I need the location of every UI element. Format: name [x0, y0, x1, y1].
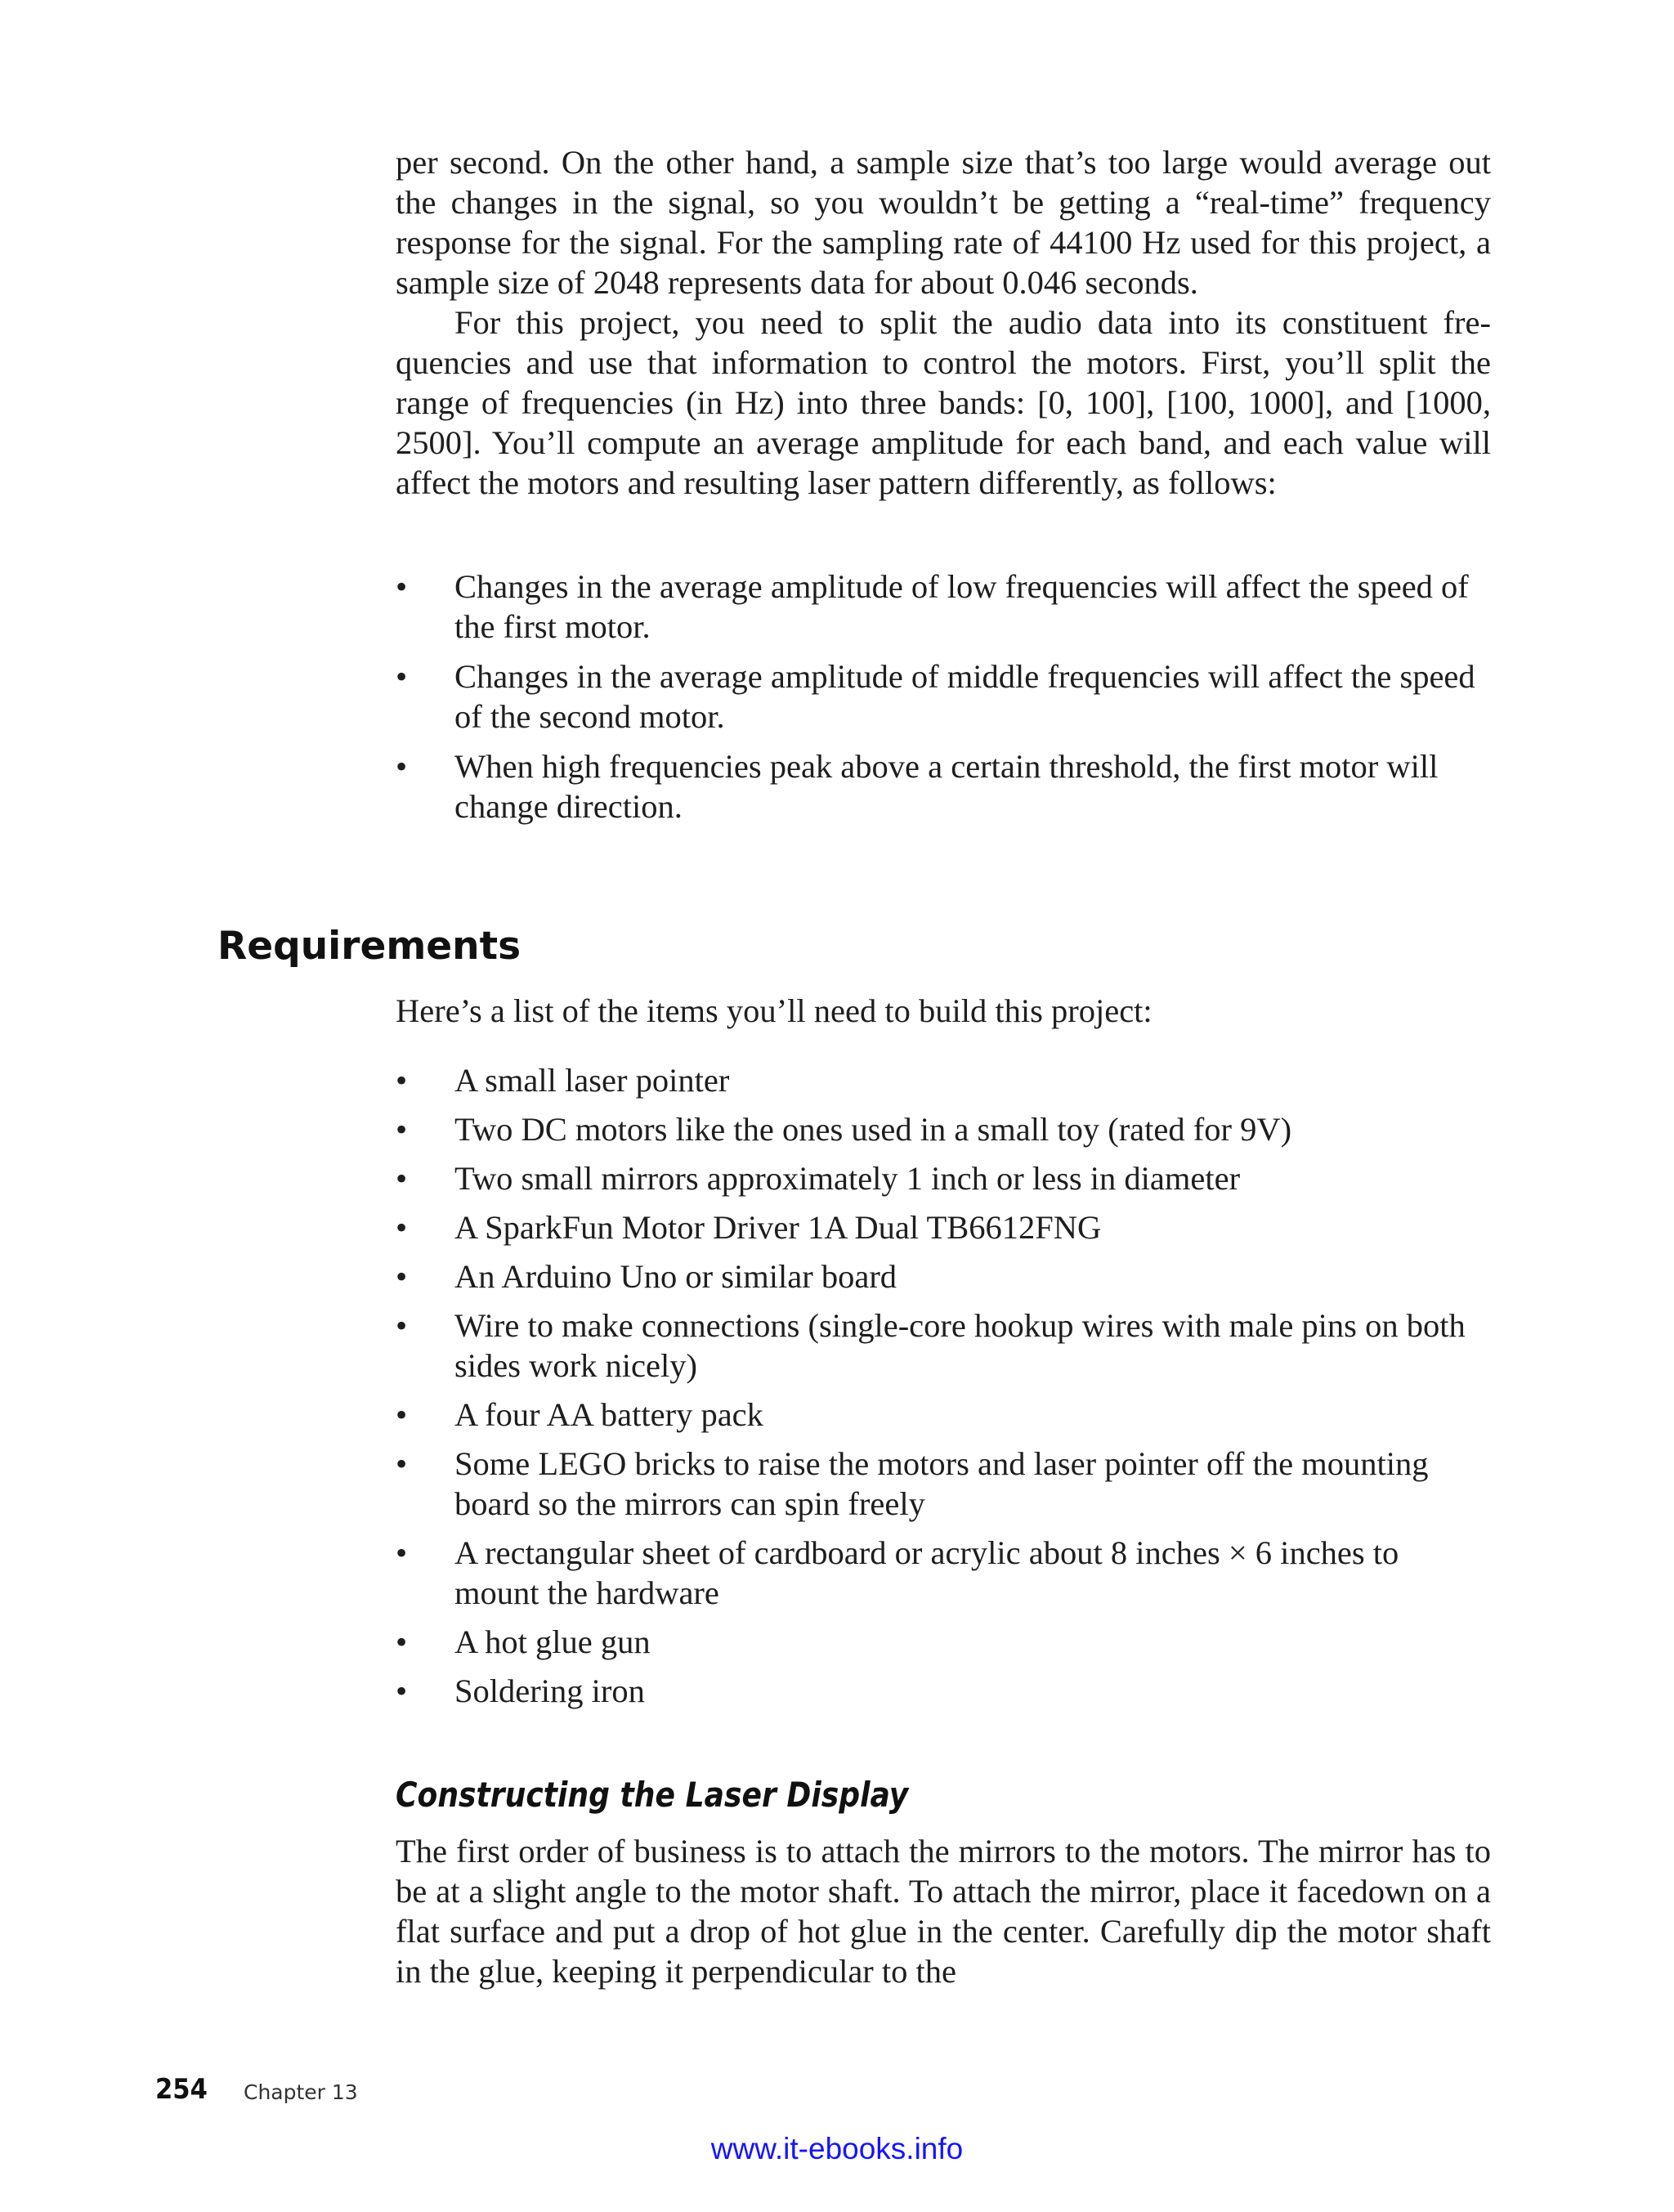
bullet-icon: • [396, 1258, 408, 1295]
requirements-list [396, 1060, 1491, 1711]
watermark-link[interactable]: www.it-ebooks.info [710, 2132, 964, 2165]
list-item: • A rectangular sheet of cardboard or acrylic about 8 inches × 6 inches to mount the hardware [396, 1534, 1399, 1611]
bullet-icon: • [396, 1672, 408, 1709]
running-footer-chapter: Chapter 13 [244, 2080, 358, 2104]
list-item: • A SparkFun Motor Driver 1A Dual TB6612FNG [396, 1209, 1102, 1246]
frequency-bullet-list [396, 566, 1491, 826]
list-item: • A four AA battery pack [396, 1396, 763, 1433]
list-item: • A hot glue gun [396, 1623, 651, 1660]
bullet-icon: • [396, 1307, 408, 1344]
bullet-icon: • [396, 1623, 408, 1660]
page-number: 254 [155, 2073, 208, 2106]
bullet-icon: • [396, 1209, 408, 1246]
bullet-icon: • [396, 748, 408, 785]
bullet-icon: • [396, 1396, 408, 1433]
list-item: • Some LEGO bricks to raise the motors and laser pointer off the mounting board so the mirrors can spin freely [396, 1445, 1429, 1522]
bullet-icon: • [396, 568, 408, 605]
intro-paragraph-1: per second. On the other hand, a sample size that’s too large would average out the changes in the signal, so you wouldn’t be getting a “real-time” frequency response for the signal. For the sampling rate of 44100 Hz used for this project, a sample size of 2048 represents data for about 0.046 seconds. [396, 144, 1491, 301]
bullet-icon: • [396, 1111, 408, 1148]
list-item: • Two DC motors like the ones used in a small toy (rated for 9V) [396, 1111, 1292, 1148]
list-item: • An Arduino Uno or similar board [396, 1258, 897, 1295]
requirements-heading: Requirements [217, 924, 521, 969]
list-item: • Two small mirrors approximately 1 inch or less in diameter [396, 1160, 1241, 1197]
constructing-paragraph: The first order of business is to attach the mirrors to the motors. The mirror has to be at a slight angle to the motor shaft. To attach the mirror, place it facedown on a flat surface and put a drop of hot glue in the center. Carefully dip the motor shaft in the glue, keeping it perpendicular to the [396, 1833, 1491, 1990]
intro-paragraph-2: For this project, you need to split the audio data into its constituent frequencies and use that information to control the motors. First, you’ll split the range of frequencies (in Hz) into three bands: [0, 100], [100, 1000], and [1000, 2500]. You’ll compute an average amplitude for each band, and each value will affect the motors and resulting laser pattern differently, as follows: [396, 304, 1491, 501]
bullet-icon: • [396, 658, 408, 695]
requirements-lead: Here’s a list of the items you’ll need to build this project: [396, 992, 1153, 1029]
list-item: • Changes in the average amplitude of low frequencies will affect the speed of the first motor. [396, 568, 1469, 645]
bullet-icon: • [396, 1534, 408, 1571]
list-item: • A small laser pointer [396, 1062, 730, 1099]
list-item: • When high frequencies peak above a certain threshold, the first motor will change direction. [396, 748, 1439, 825]
constructing-heading: Constructing the Laser Display [396, 1775, 909, 1815]
bullet-icon: • [396, 1062, 408, 1099]
list-item: • Changes in the average amplitude of middle frequencies will affect the speed of the second motor. [396, 658, 1475, 735]
constructing-section [396, 1831, 1491, 1991]
list-item: • Wire to make connections (single-core hookup wires with male pins on both sides work nicely) [396, 1307, 1466, 1384]
bullet-icon: • [396, 1160, 408, 1197]
list-item: • Soldering iron [396, 1672, 645, 1709]
intro-section [396, 142, 1491, 503]
bullet-icon: • [396, 1445, 408, 1482]
